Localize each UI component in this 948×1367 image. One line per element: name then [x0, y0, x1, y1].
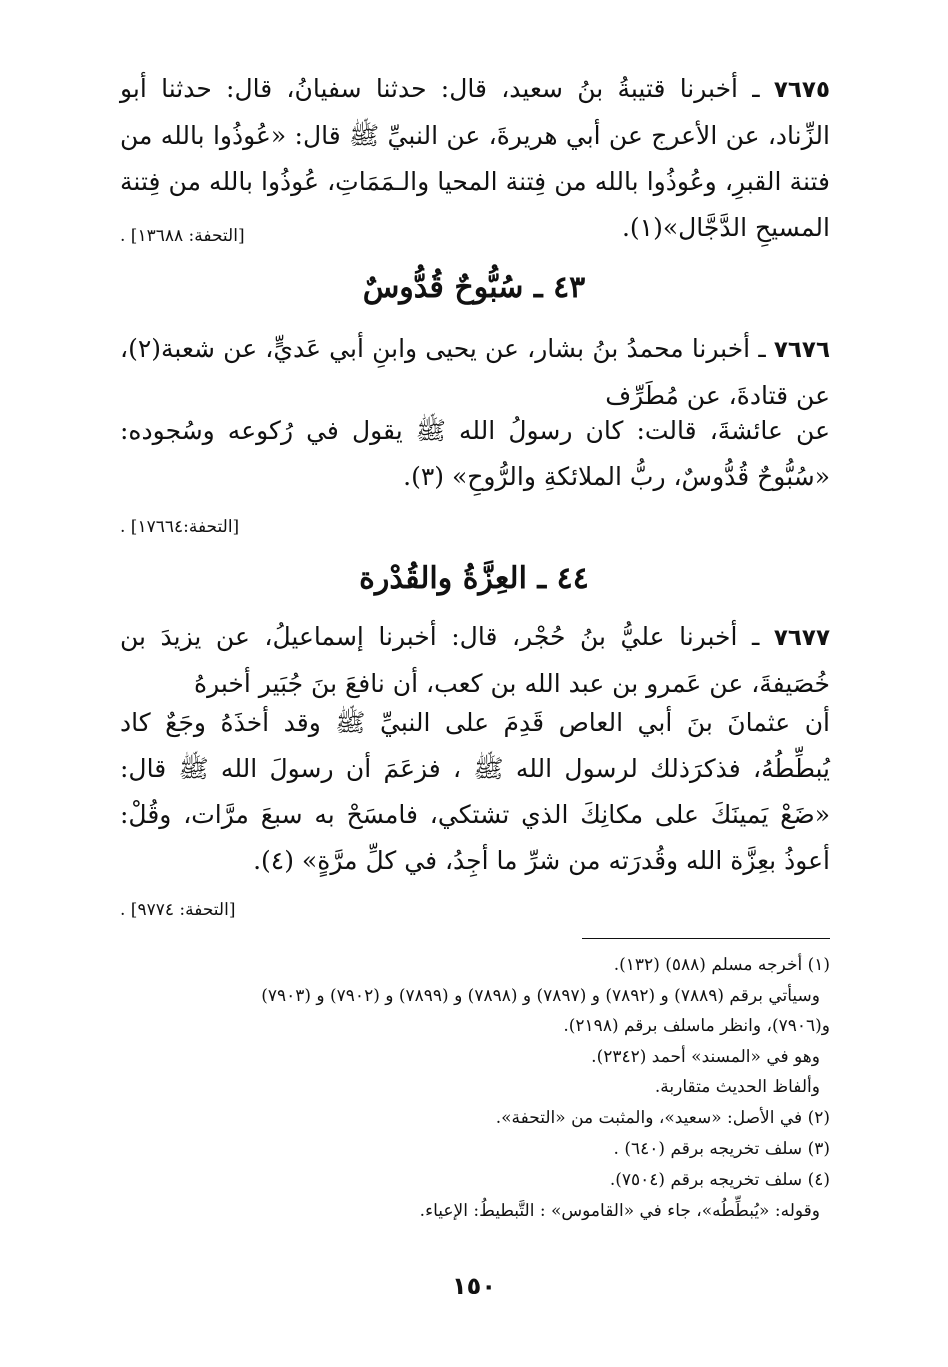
- section-heading: ٤٣ ـ سُبُّوحٌ قُدُّوسٌ: [362, 270, 586, 305]
- footnote-line: وسيأتي برقم (٧٨٨٩) و (٧٨٩٢) و (٧٨٩٧) و (٧٨٩٨) و (٧٨٩٩) و (٧٩٠٢) و (٧٩٠٣): [261, 986, 820, 1006]
- footnote-line: (١) أخرجه مسلم (٥٨٨) (١٣٢).: [613, 955, 830, 975]
- hadith-7677-matn: أن عثمانَ بنَ أبي العاص قَدِمَ على النبيِّ ﷺ وقد أخذَهُ وجَعٌ كاد يُبطِّطُهُ، فذكرَذلك لرسول الله ﷺ ، فزعَمَ أن رسولَ الله ﷺ قال: «ضَعْ يَمينَكَ على مكانِكَ الذي تشتكي، فامسَحْ به سبعَ مرَّات، وقُلْ: أعوذُ بعِزَّة الله وقُدرَته من شرِّ ما أجِدُ، في كلِّ مرَّةٍ» (٤).: [120, 708, 830, 875]
- hadith-number: ٧٦٧٥: [773, 77, 830, 103]
- page-number: ١٥٠: [452, 1272, 496, 1300]
- footnote-line: (٢) في الأصل: «سعيد»، والمثبت من «التحفة».: [495, 1108, 830, 1128]
- hadith-text: ـ أخبرنا محمدُ بنُ بشار، عن يحيى وابنِ أبي عَديٍّ، عن شعبة(٢)، عن قتادةَ، عن مُطَرِّف: [120, 334, 830, 410]
- tuhfa-reference: [التحفة: ٩٧٧٤] .: [120, 900, 236, 920]
- hadith-text: ـ أخبرنا قتيبةُ بنُ سعيد، قال: حدثنا سفيانُ، قال: حدثنا أبو الزِّناد، عن الأعرج عن أبي هريرةَ، عن النبيِّ ﷺ قال: «عُوذُوا بالله من فتنة القبرِ، وعُوذُوا بالله من فِتنة المحيا والـمَمَاتِ، عُوذُوا بالله من فِتنة المسيحِ الدَّجَّال»(١).: [120, 74, 830, 242]
- footnote-line: (٣) سلف تخريجه برقم (٦٤٠) .: [613, 1139, 830, 1159]
- footnote-line: و(٧٩٠٦)، وانظر ماسلف برقم (٢١٩٨).: [563, 1016, 830, 1036]
- hadith-7676-matn: عن عائشةَ، قالت: كان رسولُ الله ﷺ يقول في رُكوعه وسُجوده: «سُبُّوحٌ قُدُّوسٌ، ربُّ الملائكةِ والرُّوحِ» (٣).: [120, 416, 830, 491]
- tuhfa-reference: [التحفة:١٧٦٦٤] .: [120, 517, 240, 537]
- hadith-7676-isnad: [120, 326, 830, 419]
- tuhfa-reference: [التحفة: ١٣٦٨٨] .: [120, 226, 245, 246]
- footnote-line: (٤) سلف تخريجه برقم (٧٥٠٤).: [609, 1170, 830, 1190]
- hadith-7677-isnad: [120, 614, 830, 707]
- footnote-line: وقوله: «يُبطِّطُه»، جاء في «القاموس» : التَّبطيطُ: الإعياء.: [419, 1201, 820, 1221]
- footnote-separator: [582, 938, 830, 939]
- hadith-number: ٧٦٧٦: [773, 337, 830, 363]
- hadith-number: ٧٦٧٧: [773, 625, 830, 651]
- footnote-line: وهو في «المسند» أحمد (٢٣٤٢).: [591, 1047, 820, 1067]
- footnote-line: وألفاظ الحديث متقاربة.: [654, 1077, 820, 1097]
- hadith-text: ـ أخبرنا عليُّ بنُ حُجْر، قال: أخبرنا إسماعيلُ، عن يزيدَ بن خُصَيفةَ، عن عَمرو بن عبد الله بن كعب، أن نافعَ بنَ جُبَير أخبرهُ: [120, 622, 830, 698]
- section-heading: ٤٤ ـ العِزَّةُ والقُدْرة: [359, 561, 589, 596]
